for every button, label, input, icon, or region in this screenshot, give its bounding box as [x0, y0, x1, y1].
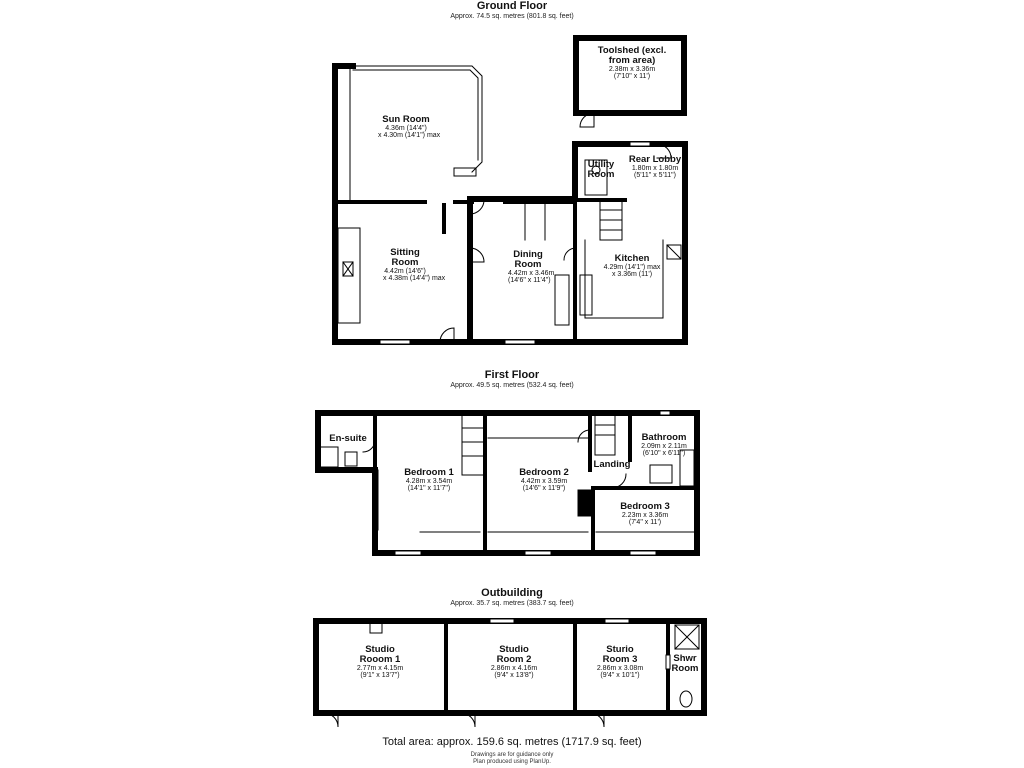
room-dimensions: 4.42m x 3.46m	[508, 269, 555, 277]
room-name: Dining Room	[513, 249, 543, 270]
room-kitchen	[600, 254, 664, 279]
room-name: Studio Rooom 1	[359, 644, 401, 665]
room-dimensions: 4.36m (14'4")	[385, 124, 427, 132]
first-floor-title: First Floor	[484, 369, 540, 381]
room-name: Toolshed (excl. from area)	[597, 45, 667, 66]
room-dimensions-imperial: (7'4" x 11')	[628, 519, 662, 527]
room-dimensions: 4.42m x 3.59m	[520, 477, 568, 485]
room-dimensions: 1.80m x 1.80m	[631, 164, 679, 172]
room-name: Shwr Room	[671, 653, 699, 674]
room-dimensions: 2.09m x 2.11m	[641, 442, 687, 450]
room-name: Rear Lobby	[628, 154, 682, 165]
room-name: Landing	[593, 459, 631, 470]
room-dimensions: 4.28m x 3.54m	[405, 477, 453, 485]
room-dimensions-imperial: (9'4" x 10'1")	[600, 672, 640, 680]
room-sitting-room	[383, 247, 446, 283]
outbuilding-area: Approx. 35.7 sq. metres (383.7 sq. feet)	[450, 600, 574, 607]
room-dining-room	[508, 249, 555, 285]
room-dimensions-imperial: (9'1" x 13'7")	[360, 672, 400, 680]
total-area: Total area: approx. 159.6 sq. metres (1717.9 sq. feet)	[382, 736, 642, 748]
room-dimensions-imperial: x 4.30m (14'1") max	[378, 132, 441, 140]
room-dimensions-imperial: x 4.38m (14'4") max	[383, 275, 446, 283]
room-shower	[670, 654, 700, 674]
room-dimensions: 2.86m x 3.08m	[596, 664, 644, 672]
room-sun-room	[378, 114, 441, 140]
room-name: Bedroom 2	[519, 467, 569, 478]
room-name: Bathroom	[641, 432, 687, 443]
room-dimensions-imperial: (5'11" x 5'11")	[633, 172, 676, 180]
room-landing	[591, 460, 633, 470]
room-name: Kitchen	[614, 253, 650, 264]
room-dimensions-imperial: (7'10" x 11')	[613, 73, 651, 81]
room-utility	[584, 160, 618, 180]
room-dimensions-imperial: (9'4" x 13'8")	[494, 672, 534, 680]
ground-floor-inner-walls	[338, 146, 625, 340]
room-dimensions-imperial: (14'6" x 11'9")	[522, 485, 566, 493]
room-studio-1	[352, 645, 408, 680]
room-bedroom-2	[514, 468, 574, 493]
room-studio-3	[592, 645, 648, 680]
ground-floor-area: Approx. 74.5 sq. metres (801.8 sq. feet)	[450, 13, 574, 20]
room-dimensions: 2.23m x 3.36m	[621, 511, 669, 519]
ground-floor-walls	[335, 38, 685, 342]
room-name: Sun Room	[382, 114, 430, 125]
room-name: Sturio Room 3	[602, 644, 638, 665]
room-dimensions-imperial: (14'6" x 11'4")	[508, 277, 551, 285]
room-name: Utility Room	[587, 159, 615, 180]
room-name: Bedroom 1	[404, 467, 454, 478]
room-name: Sitting Room	[390, 247, 420, 268]
room-toolshed	[592, 46, 672, 81]
room-dimensions: 2.86m x 4.16m	[490, 664, 538, 672]
disclaimer-note: Drawings are for guidance only	[470, 752, 554, 758]
first-floor-area: Approx. 49.5 sq. metres (532.4 sq. feet)	[450, 382, 574, 389]
outbuilding-title: Outbuilding	[481, 587, 543, 599]
room-name: En-suite	[329, 433, 367, 444]
ground-floor-title: Ground Floor	[476, 0, 548, 12]
room-dimensions-imperial: (14'1" x 11'7")	[407, 485, 451, 493]
room-dimensions-imperial: x 3.36m (11')	[611, 271, 653, 279]
room-dimensions: 4.42m (14'6")	[384, 267, 426, 275]
planup-note: Plan produced using PlanUp.	[473, 759, 551, 765]
room-bathroom	[634, 433, 694, 458]
room-bedroom-3	[615, 502, 675, 527]
room-dimensions: 2.77m x 4.15m	[356, 664, 404, 672]
room-studio-2	[486, 645, 542, 680]
room-dimensions: 2.38m x 3.36m	[608, 65, 656, 73]
room-ensuite	[328, 434, 368, 444]
room-name: Studio Room 2	[496, 644, 532, 665]
room-dimensions: 4.29m (14'1") max	[603, 263, 661, 271]
room-name: Bedroom 3	[620, 501, 670, 512]
room-dimensions-imperial: (6'10" x 6'11")	[642, 450, 686, 458]
chimney-breast	[578, 490, 592, 516]
room-rear-lobby	[626, 155, 684, 180]
room-bedroom-1	[399, 468, 459, 493]
